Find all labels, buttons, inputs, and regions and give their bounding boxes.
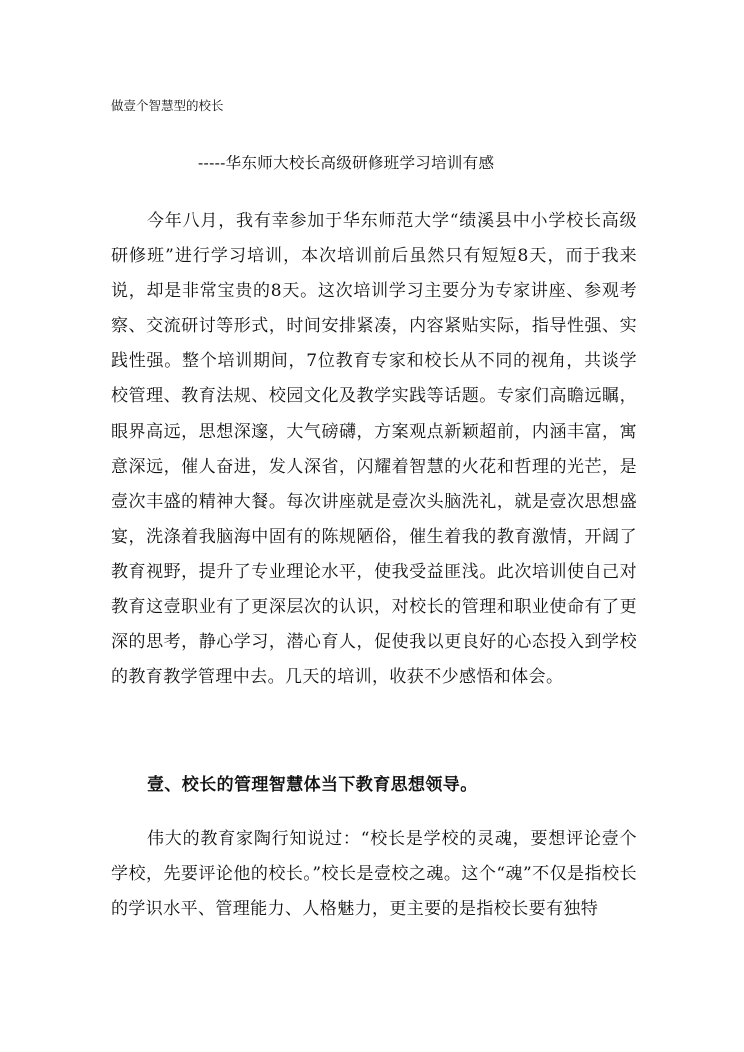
section-heading: 壹、校长的管理智慧体当下教育思想领导。: [147, 775, 478, 795]
intro-paragraph: 今年八月，我有幸参加于华东师范大学“绩溪县中小学校长高级研修班”进行学习培训，本次培训前后虽然只有短短8天，而于我来说，却是非常宝贵的8天。这次培训学习主要分为专家讲座、参观考察、交流研讨等形式，时间安排紧凑，内容紧贴实际，指导性强、实践性强。整个培训期间，7位教育专家和校长从不同的视角，共谈学校管理、教育法规、校园文化及教学实践等话题。专家们高瞻远瞩，眼界高远，思想深邃，大气磅礴，方案观点新颖超前，内涵丰富，寓意深远，催人奋进，发人深省，闪耀着智慧的火花和哲理的光芒，是壹次丰盛的精神大餐。每次讲座就是壹次头脑洗礼，就是壹次思想盛宴，洗涤着我脑海中固有的陈规陋俗，催生着我的教育激情，开阔了教育视野，提升了专业理论水平，使我受益匪浅。此次培训使自己对教育这壹职业有了更深层次的认识，对校长的管理和职业使命有了更深的思考，静心学习，潜心育人，促使我以更良好的心态投入到学校的教育教学管理中去。几天的培训，收获不少感悟和体会。: [111, 211, 637, 688]
document-title: 做壹个智慧型的校长: [111, 98, 224, 113]
document-subtitle: -----华东师大校长高级研修班学习培训有感: [198, 154, 495, 172]
section-paragraph: 伟大的教育家陶行知说过：“校长是学校的灵魂，要想评论壹个学校，先要评论他的校长。”校长是壹校之魂。这个“魂”不仅是指校长的学识水平、管理能力、人格魅力，更主要的是指校长要有独特: [111, 829, 637, 920]
